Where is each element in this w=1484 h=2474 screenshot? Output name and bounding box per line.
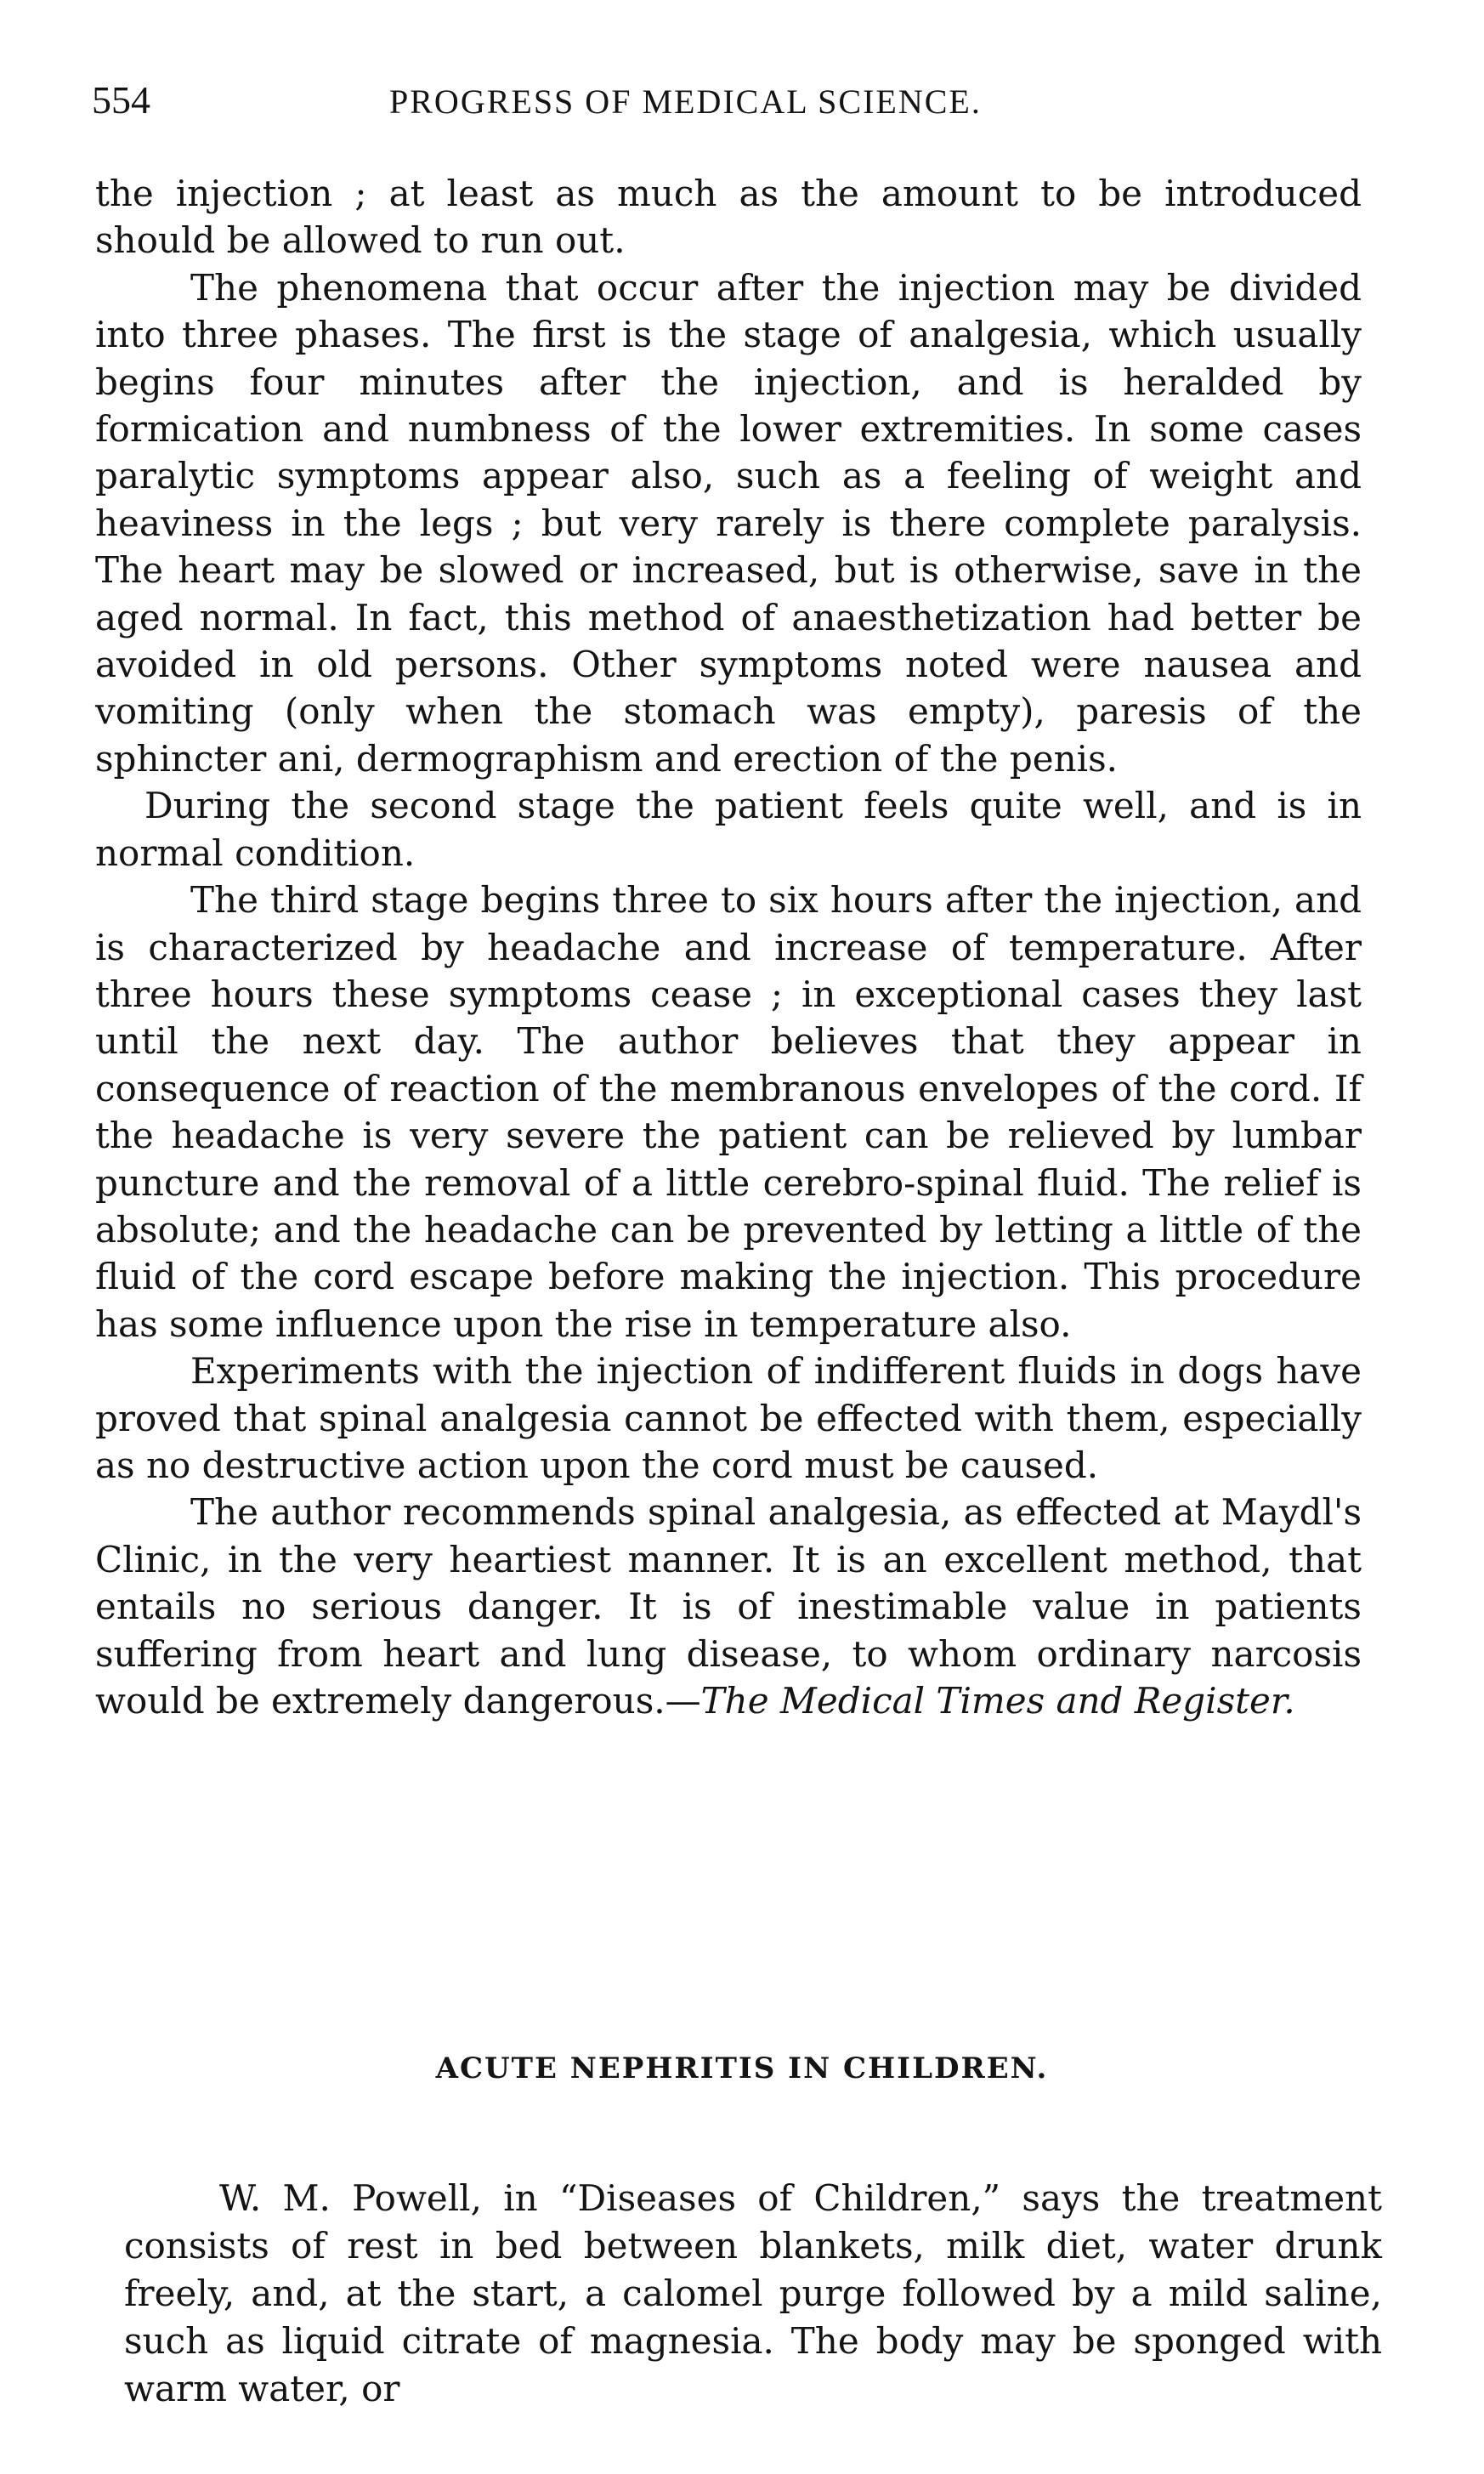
running-header [92,75,1384,126]
source-citation: The Medical Times and Register. [700,1680,1295,1722]
page-number: 554 [92,78,150,122]
paragraph-continuation: the injection ; at least as much as the amount to be introduced should be allowed to run out. [95,173,1362,262]
article-body [95,170,1362,1724]
paragraph-treatment: W. M. Powell, in “Diseases of Children,” says the treatment consists of rest in bed between blankets, milk diet, water drunk freely, and, at the start, a calomel purge followed by a mild saline, such as liquid citrate of magnesia. The body may be sponged with warm water, or [124,2177,1382,2409]
paragraph-recommendation-text: The author recommends spinal analgesia, as effected at Maydl's Clinic, in the very heartiest manner. It is an excellent method, that entails no serious danger. It is of inestimable value in patients suffering from heart and lung disease, to whom ordinary narcosis would be extremely dangerous.— [95,1491,1362,1722]
paragraph-phases: The phenomena that occur after the injection may be divided into three phases. The first is the stage of analgesia, which usually begins four minutes after the injection, and is heralded by formication and numbness of the lower extremities. In some cases paralytic symptoms appear also, such as a feeling of weight and heaviness in the legs ; but very rarely is there complete paralysis. The heart may be slowed or increased, but is otherwise, save in the aged normal. In fact, this method of anaesthetization had better be avoided in old persons. Other symptoms noted were nausea and vomiting (only when the stomach was empty), paresis of the sphincter ani, dermographism and erection of the penis. [95,266,1362,780]
section-body [124,2175,1382,2413]
running-title: PROGRESS OF MEDICAL SCIENCE. [389,82,982,121]
paragraph-third-stage: The third stage begins three to six hours after the injection, and is characterized by headache and increase of temperature. After three hours these symptoms cease ; in exceptional cases they last until the next day. The author believes that they appear in consequence of reaction of the membranous envelopes of the cord. If the headache is very severe the patient can be relieved by lumbar puncture and the removal of a little cerebro-spinal fluid. The relief is absolute; and the headache can be prevented by letting a little of the fluid of the cord escape before making the injection. This procedure has some influence upon the rise in temperature also. [95,879,1362,1345]
paragraph-second-stage: During the second stage the patient feels quite well, and is in normal condition. [95,785,1362,874]
paragraph-experiments [95,1348,1362,1489]
paragraph-recommendation [95,1489,1362,1724]
section-heading: ACUTE NEPHRITIS IN CHILDREN. [435,2051,1049,2085]
paragraph-experiments-text: Experiments with the injection of indifferent fluids in dogs have proved that spinal analgesia cannot be effected with them, especially as no destructive action upon the cord must be caused. [95,1350,1362,1486]
